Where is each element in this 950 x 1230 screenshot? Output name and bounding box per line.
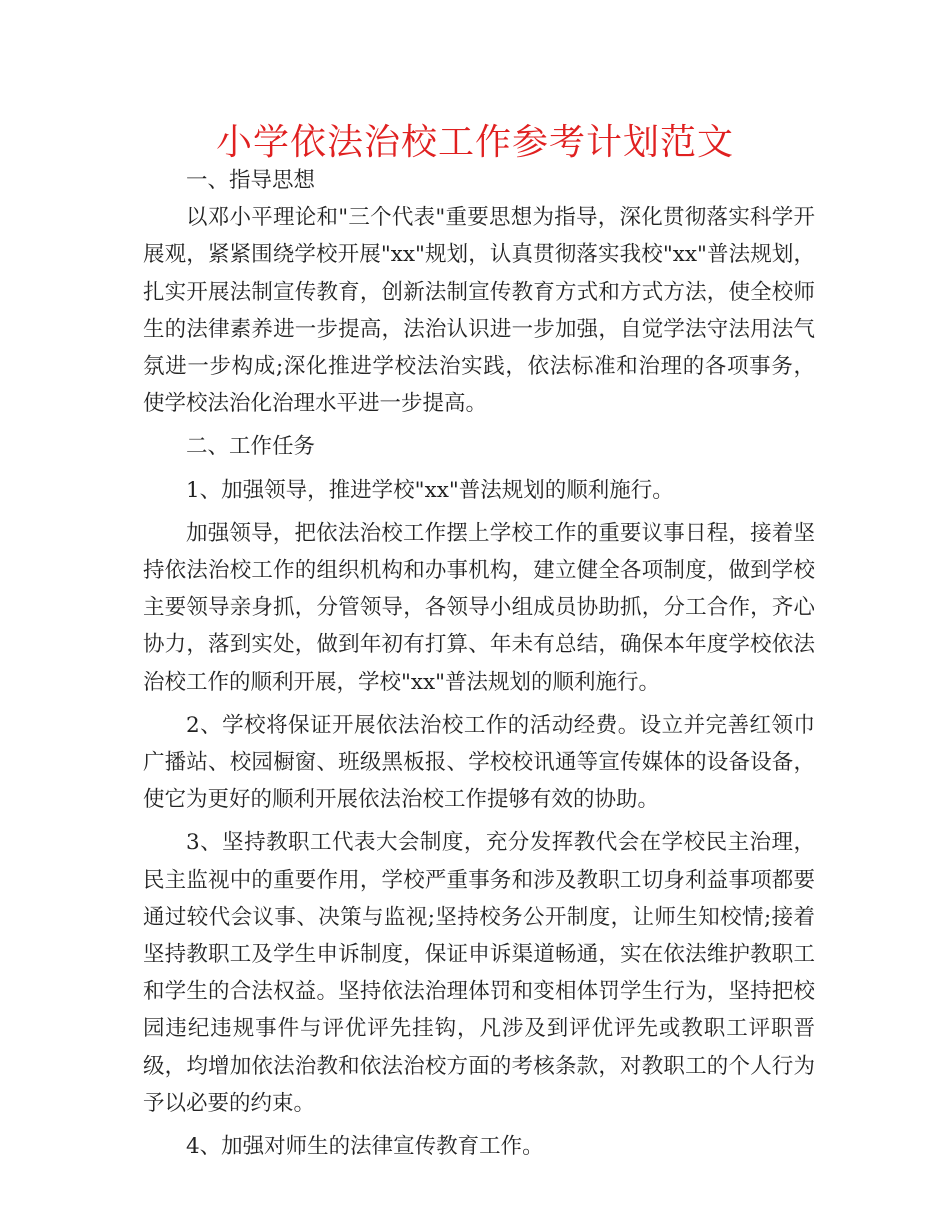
document-title: 小学依法治校工作参考计划范文 [215, 122, 734, 163]
heading-guiding-ideology: 一、指导思想 [186, 168, 316, 193]
document-body [143, 162, 815, 1165]
item-3-paragraph: 3、坚持教职工代表大会制度，充分发挥教代会在学校民主治理，民主监视中的重要作用，学校严重事务和涉及教职工切身利益事项都要通过较代会议事、决策与监视;坚持校务公开制度，让师生知校情;接着坚持教职工及学生申诉制度，保证申诉渠道畅通，实在依法维护教职工和学生的合法权益。坚持依法治理体罚和变相体罚学生行为，坚持把校园违纪违规事件与评优评先挂钩，凡涉及到评优评先或教职工评职晋级，均增加依法治教和依法治校方面的考核条款，对教职工的个人行为予以必要的约束。 [143, 830, 815, 1116]
paragraph-guiding-ideology: 以邓小平理论和"三个代表"重要思想为指导，深化贯彻落实科学开展观，紧紧围绕学校开展"xx"规划，认真贯彻落实我校"xx"普法规划，扎实开展法制宣传教育，创新法制宣传教育方式和方式方法，使全校师生的法律素养进一步提高，法治认识进一步加强，自觉学法守法用法气氛进一步构成;深化推进学校法治实践，依法标准和治理的各项事务，使学校法治化治理水平进一步提高。 [143, 205, 815, 417]
item-4-heading: 4、加强对师生的法律宣传教育工作。 [186, 1134, 544, 1160]
heading-work-tasks: 二、工作任务 [186, 434, 316, 460]
item-1-heading: 1、加强领导，推进学校"xx"普法规划的顺利施行。 [186, 477, 674, 503]
item-2-paragraph: 2、学校将保证开展依法治校工作的活动经费。设立并完善红领巾广播站、校园橱窗、班级黑板报、学校校讯通等宣传媒体的设备设备，使它为更好的顺利开展依法治校工作提够有效的协助。 [143, 712, 815, 813]
item-1-paragraph: 加强领导，把依法治校工作摆上学校工作的重要议事日程，接着坚持依法治校工作的组织机构和办事机构，建立健全各项制度，做到学校主要领导亲身抓，分管领导，各领导小组成员协助抓，分工合作，齐心协力，落到实处，做到年初有打算、年未有总结，确保本年度学校依法治校工作的顺利开展，学校"xx"普法规划的顺利施行。 [143, 520, 815, 695]
